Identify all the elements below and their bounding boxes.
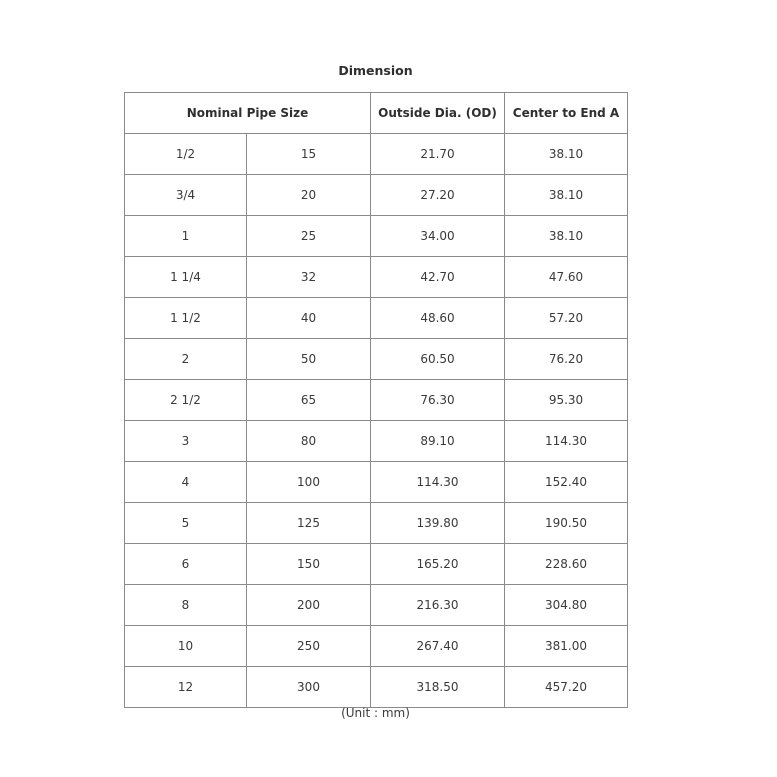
cell-center-to-end: 57.20	[505, 298, 628, 339]
cell-outside-dia: 34.00	[371, 216, 505, 257]
table-row	[125, 503, 628, 544]
cell-outside-dia: 267.40	[371, 626, 505, 667]
cell-nominal-inch: 2	[125, 339, 247, 380]
dimension-table	[124, 92, 628, 708]
cell-nominal-mm: 150	[247, 544, 371, 585]
table-row	[125, 216, 628, 257]
cell-center-to-end: 152.40	[505, 462, 628, 503]
cell-center-to-end: 38.10	[505, 175, 628, 216]
cell-nominal-mm: 25	[247, 216, 371, 257]
table-row	[125, 544, 628, 585]
header-center-to-end: Center to End A	[505, 93, 628, 134]
cell-outside-dia: 165.20	[371, 544, 505, 585]
cell-center-to-end: 228.60	[505, 544, 628, 585]
cell-nominal-mm: 65	[247, 380, 371, 421]
cell-nominal-mm: 250	[247, 626, 371, 667]
cell-nominal-mm: 125	[247, 503, 371, 544]
table-row	[125, 298, 628, 339]
cell-nominal-inch: 3	[125, 421, 247, 462]
table-row	[125, 257, 628, 298]
cell-center-to-end: 38.10	[505, 216, 628, 257]
cell-nominal-inch: 8	[125, 585, 247, 626]
cell-nominal-mm: 100	[247, 462, 371, 503]
table-row	[125, 462, 628, 503]
cell-outside-dia: 89.10	[371, 421, 505, 462]
header-row	[125, 93, 628, 134]
table-row	[125, 585, 628, 626]
table-title: Dimension	[338, 63, 413, 78]
table-row	[125, 339, 628, 380]
cell-nominal-inch: 6	[125, 544, 247, 585]
cell-outside-dia: 27.20	[371, 175, 505, 216]
cell-nominal-inch: 5	[125, 503, 247, 544]
cell-nominal-inch: 10	[125, 626, 247, 667]
cell-outside-dia: 216.30	[371, 585, 505, 626]
cell-nominal-inch: 1	[125, 216, 247, 257]
cell-nominal-mm: 300	[247, 667, 371, 708]
cell-nominal-mm: 80	[247, 421, 371, 462]
table-row	[125, 380, 628, 421]
table-row	[125, 421, 628, 462]
cell-center-to-end: 457.20	[505, 667, 628, 708]
cell-nominal-mm: 50	[247, 339, 371, 380]
cell-center-to-end: 381.00	[505, 626, 628, 667]
cell-center-to-end: 304.80	[505, 585, 628, 626]
header-outside-dia: Outside Dia. (OD)	[371, 93, 505, 134]
cell-outside-dia: 21.70	[371, 134, 505, 175]
cell-nominal-mm: 200	[247, 585, 371, 626]
table-row	[125, 134, 628, 175]
cell-nominal-inch: 1 1/2	[125, 298, 247, 339]
cell-outside-dia: 76.30	[371, 380, 505, 421]
cell-outside-dia: 139.80	[371, 503, 505, 544]
cell-nominal-inch: 4	[125, 462, 247, 503]
cell-center-to-end: 190.50	[505, 503, 628, 544]
cell-nominal-mm: 15	[247, 134, 371, 175]
cell-nominal-inch: 2 1/2	[125, 380, 247, 421]
cell-center-to-end: 76.20	[505, 339, 628, 380]
header-nominal-pipe-size: Nominal Pipe Size	[125, 93, 371, 134]
cell-nominal-mm: 32	[247, 257, 371, 298]
cell-outside-dia: 60.50	[371, 339, 505, 380]
cell-center-to-end: 47.60	[505, 257, 628, 298]
cell-outside-dia: 48.60	[371, 298, 505, 339]
cell-nominal-mm: 40	[247, 298, 371, 339]
cell-center-to-end: 114.30	[505, 421, 628, 462]
table-row	[125, 175, 628, 216]
cell-nominal-mm: 20	[247, 175, 371, 216]
cell-nominal-inch: 1/2	[125, 134, 247, 175]
cell-center-to-end: 38.10	[505, 134, 628, 175]
cell-outside-dia: 114.30	[371, 462, 505, 503]
unit-note: (Unit : mm)	[341, 706, 410, 720]
table-row	[125, 626, 628, 667]
cell-nominal-inch: 3/4	[125, 175, 247, 216]
cell-nominal-inch: 12	[125, 667, 247, 708]
cell-outside-dia: 318.50	[371, 667, 505, 708]
table-body	[125, 134, 628, 708]
table-row	[125, 667, 628, 708]
cell-outside-dia: 42.70	[371, 257, 505, 298]
cell-nominal-inch: 1 1/4	[125, 257, 247, 298]
cell-center-to-end: 95.30	[505, 380, 628, 421]
